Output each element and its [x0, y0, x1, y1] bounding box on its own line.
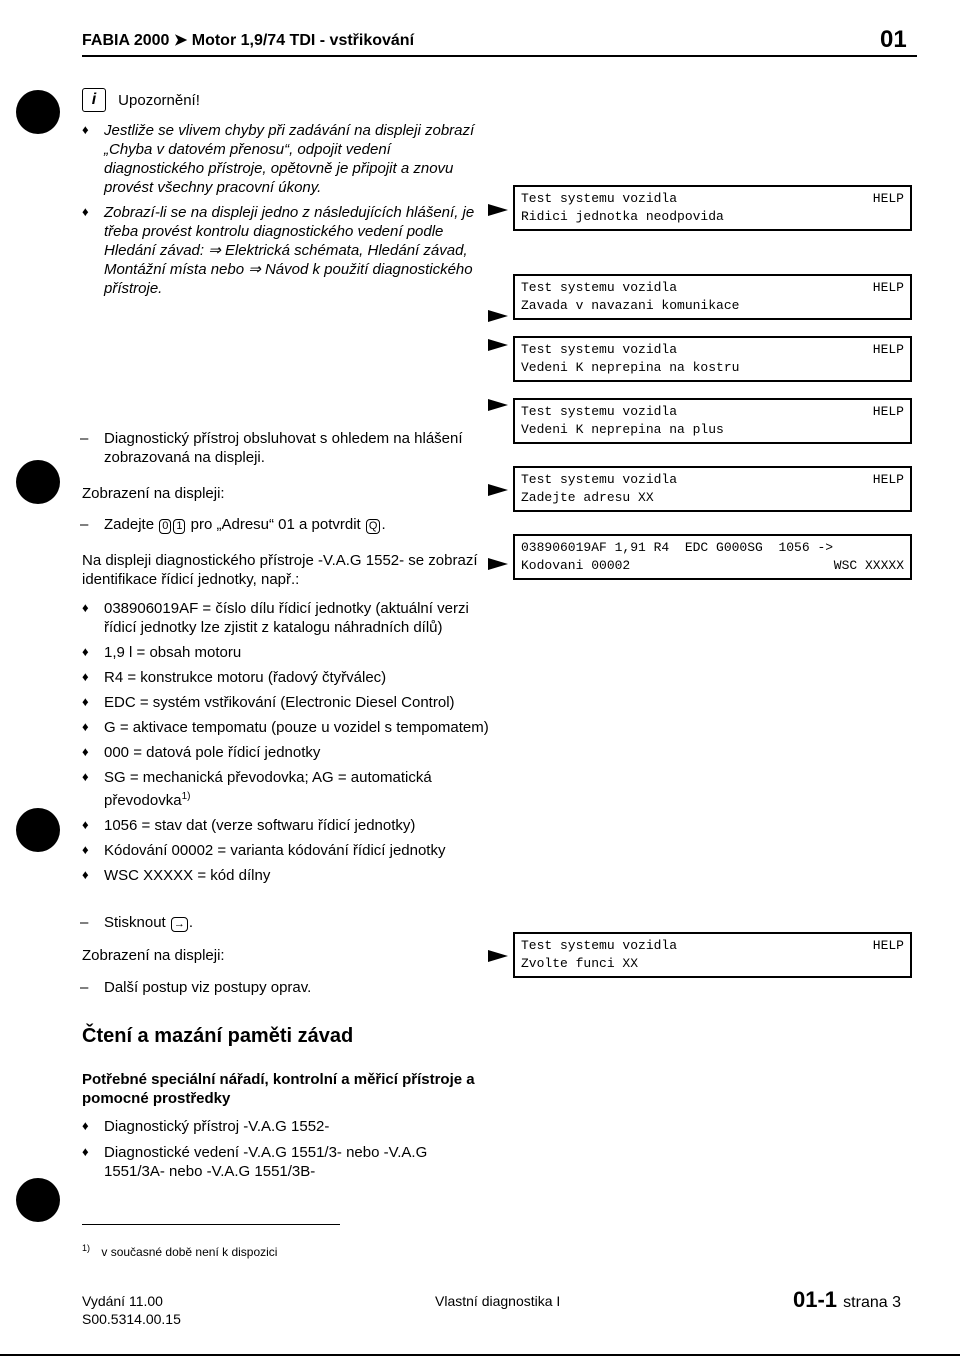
list-item-text: Diagnostické vedení -V.A.G 1551/3- nebo -V.A.G 1551/3A- nebo -V.A.G 1551/3B- — [104, 1144, 428, 1180]
arrow-icon — [488, 204, 508, 216]
list-item — [82, 668, 489, 687]
list-item-text: Kódování 00002 = varianta kódování řídicí jednotky — [104, 842, 446, 859]
display-line: Vedeni K neprepina na plus — [521, 422, 724, 437]
list-item-text: 1,9 l = obsah motoru — [104, 644, 242, 661]
binder-hole — [16, 460, 60, 504]
list-item-text: 000 = datová pole řídicí jednotky — [104, 744, 321, 761]
arrow-key-icon: → — [171, 917, 188, 932]
display-help: HELP — [872, 342, 904, 357]
display-line: Vedeni K neprepina na kostru — [521, 360, 740, 375]
ident-list — [82, 599, 489, 891]
page-label: strana 3 — [843, 1294, 901, 1311]
step: – Zadejte 0 1 pro „Adresu“ 01 a potvrdit Q . — [80, 516, 386, 533]
display-line: Test systemu vozidla — [521, 938, 678, 953]
list-item — [82, 1117, 434, 1136]
step-text: Diagnostický přístroj obsluhovat s ohledem na hlášení zobrazovaná na displeji. — [104, 430, 463, 466]
footnote-ref: 1) — [181, 791, 191, 802]
dash-icon: – — [80, 516, 89, 533]
display-help: HELP — [872, 191, 904, 206]
arrow-icon — [488, 339, 508, 351]
bullet-icon: ♦ — [82, 204, 89, 219]
key-0: 0 — [159, 519, 171, 534]
key-q: Q — [366, 519, 381, 534]
step-text: Stisknout — [104, 914, 166, 931]
display-help: HELP — [872, 404, 904, 419]
section-number: 01 — [880, 26, 907, 53]
edition: Vydání 11.00 — [82, 1293, 163, 1309]
display-line: Test systemu vozidla — [521, 472, 678, 487]
ident-text: Na displeji diagnostického přístroje -V.A.G 1552- se zobrazí identifikace řídicí jednotky, např.: — [82, 552, 478, 588]
bottom-rule — [0, 1354, 960, 1356]
display-box — [513, 466, 912, 512]
step: – Stisknout → . — [80, 914, 194, 931]
document-code: S00.5314.00.15 — [82, 1311, 181, 1327]
footnote — [82, 1243, 277, 1259]
section-subtitle: Potřebné speciální nářadí, kontrolní a měřicí přístroje a pomocné prostředky — [82, 1071, 475, 1107]
step-text: Zadejte — [104, 516, 155, 533]
display-help: HELP — [872, 938, 904, 953]
step-text: Další postup viz postupy oprav. — [104, 979, 312, 996]
display-help: HELP — [872, 280, 904, 295]
bullet-icon: ♦ — [82, 719, 89, 734]
footnote-text: v současné době není k dispozici — [101, 1245, 278, 1259]
bullet-icon: ♦ — [82, 644, 89, 659]
note-heading — [82, 88, 200, 112]
display-line: 038906019AF 1,91 R4 EDC G000SG 1056 -> — [521, 540, 834, 555]
display-line: Test systemu vozidla — [521, 404, 678, 419]
footnote-mark: 1) — [82, 1243, 91, 1253]
note-bullet-text: Jestliže se vlivem chyby při zadávání na displeji zobrazí „Chyba v datovém přenosu“, odpojit vedení diagnostického přístroje, opětovně je připojit a znovu provést všechny pracovní úkony. — [104, 122, 475, 196]
arrow-icon — [488, 558, 508, 570]
list-item — [82, 866, 489, 885]
note-bullet — [82, 121, 489, 197]
note-bullet — [82, 203, 489, 298]
list-item — [82, 768, 489, 810]
display-line: Ridici jednotka neodpovida — [521, 209, 724, 224]
display-line: Test systemu vozidla — [521, 280, 678, 295]
display-box — [513, 185, 912, 231]
display-line: Test systemu vozidla — [521, 342, 678, 357]
display-box — [513, 274, 912, 320]
display-line: Zvolte funci XX — [521, 956, 639, 971]
display-box — [513, 534, 912, 580]
note-title: Upozornění! — [118, 91, 200, 109]
list-item — [82, 816, 489, 835]
binder-hole — [16, 1178, 60, 1222]
bullet-icon: ♦ — [82, 842, 89, 857]
bullet-icon: ♦ — [82, 817, 89, 832]
dash-icon: – — [80, 914, 89, 931]
step-text: pro „Adresu“ 01 a potvrdit — [190, 516, 361, 533]
display-box — [513, 932, 912, 978]
display-line: Zadejte adresu XX — [521, 490, 654, 505]
bullet-icon: ♦ — [82, 744, 89, 759]
display-line: Zavada v navazani komunikace — [521, 298, 740, 313]
page-number — [793, 1287, 901, 1313]
display-label: Zobrazení na displeji: — [82, 947, 225, 964]
page-code: 01-1 — [793, 1287, 838, 1312]
binder-hole — [16, 90, 60, 134]
list-item — [82, 841, 489, 860]
list-item-text: EDC = systém vstřikování (Electronic Diesel Control) — [104, 694, 455, 711]
list-item-text: R4 = konstrukce motoru (řadový čtyřválec) — [104, 669, 387, 686]
arrow-icon — [488, 399, 508, 411]
display-line: Kodovani 00002 — [521, 558, 631, 573]
list-item — [82, 743, 489, 762]
display-box — [513, 398, 912, 444]
list-item-text: WSC XXXXX = kód dílny — [104, 867, 271, 884]
footer-left — [82, 1292, 181, 1328]
step — [80, 429, 489, 467]
binder-hole — [16, 808, 60, 852]
list-item — [82, 643, 489, 662]
bullet-icon: ♦ — [82, 1118, 89, 1133]
list-item — [82, 718, 489, 737]
footnote-rule — [82, 1224, 340, 1225]
list-item — [82, 599, 489, 637]
info-icon: i — [82, 88, 106, 112]
bullet-icon: ♦ — [82, 669, 89, 684]
list-item — [82, 1143, 434, 1181]
header-title: FABIA 2000 ➤ Motor 1,9/74 TDI - vstřikování — [82, 32, 415, 49]
dash-icon: – — [80, 430, 89, 447]
key-1: 1 — [173, 519, 185, 534]
list-item — [82, 693, 489, 712]
bullet-icon: ♦ — [82, 867, 89, 882]
bullet-icon: ♦ — [82, 1144, 89, 1159]
list-item-text: Diagnostický přístroj -V.A.G 1552- — [104, 1118, 330, 1135]
list-item-text: G = aktivace tempomatu (pouze u vozidel s tempomatem) — [104, 719, 489, 736]
list-item-text: 1056 = stav dat (verze softwaru řídicí jednotky) — [104, 817, 416, 834]
step — [80, 978, 514, 997]
note-bullet-text: Zobrazí-li se na displeji jedno z následujících hlášení, je třeba provést kontrolu diagnostického vedení podle Hledání závad: ⇒ Elektrická schémata, Hledání závad, Montážní místa nebo ⇒ Návod k použití diagnostického přístroje. — [104, 204, 475, 297]
bullet-icon: ♦ — [82, 694, 89, 709]
dash-icon: – — [80, 979, 89, 996]
bullet-icon: ♦ — [82, 122, 89, 137]
list-item-text: 038906019AF = číslo dílu řídicí jednotky (aktuální verzi řídicí jednotky lze zjistit z katalogu náhradních dílů) — [104, 600, 469, 636]
display-box — [513, 336, 912, 382]
bullet-icon: ♦ — [82, 600, 89, 615]
bullet-icon: ♦ — [82, 769, 89, 784]
arrow-icon — [488, 310, 508, 322]
section-title: Čtení a mazání paměti závad — [82, 1025, 354, 1047]
display-line: Test systemu vozidla — [521, 191, 678, 206]
footer-center: Vlastní diagnostika I — [435, 1293, 561, 1309]
header-rule — [82, 55, 917, 57]
display-label: Zobrazení na displeji: — [82, 485, 225, 502]
list-item-text: SG = mechanická převodovka; AG = automatická převodovka — [104, 769, 432, 809]
display-help: HELP — [872, 472, 904, 487]
display-right: WSC XXXXX — [833, 558, 904, 573]
